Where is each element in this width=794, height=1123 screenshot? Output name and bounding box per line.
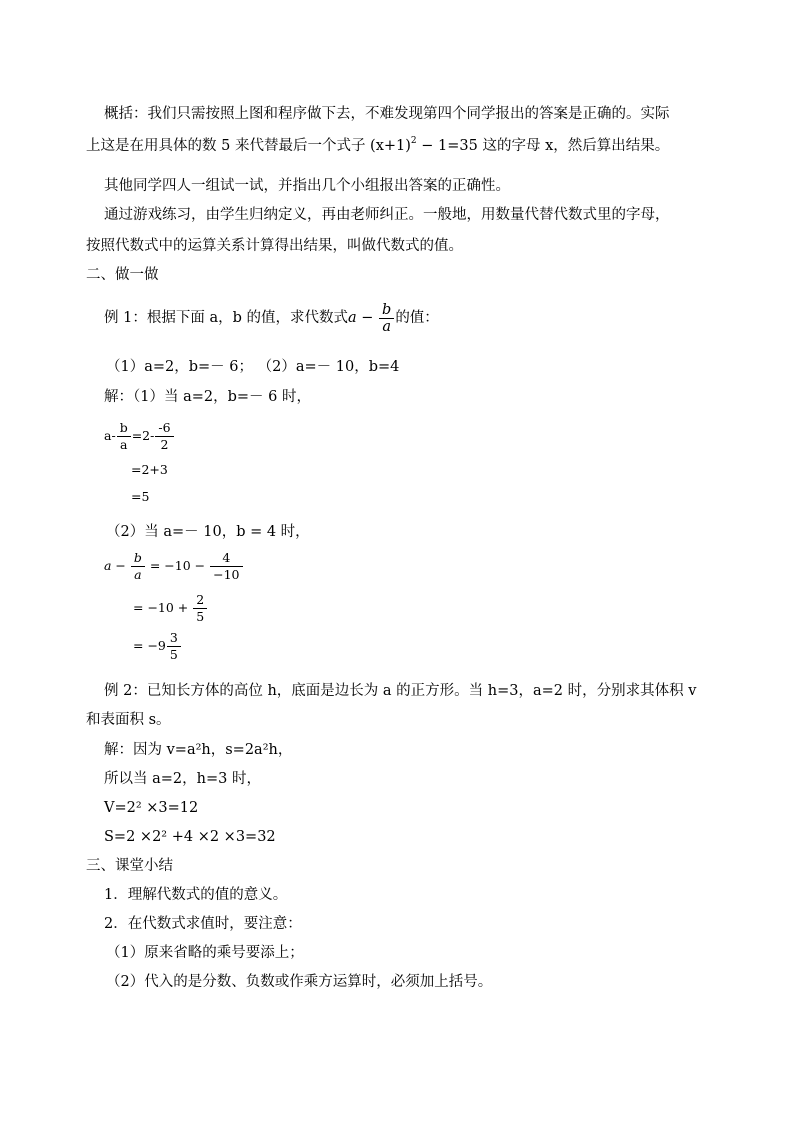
- example-1-cases: （1）a=2，b=－ 6； （2）a=－ 10，b=4: [106, 359, 400, 375]
- summary-text-pre: 上这是在用具体的数 5 来代替最后一个式子 (x+1): [86, 138, 411, 154]
- section-heading-practice: 二、做一做: [86, 267, 159, 283]
- expr-numerator: b: [379, 302, 394, 319]
- solution-2-step-3: [133, 628, 182, 664]
- sol2-denominator-2: −10: [213, 567, 240, 582]
- sol2-a: a −: [104, 558, 130, 573]
- solution-1-step-2: =2+3: [131, 462, 168, 477]
- sol2-step-3-fraction: [167, 630, 181, 663]
- sol1-a: a-: [104, 428, 116, 443]
- summary-text-post: − 1=35 这的字母 x，然后算出结果。: [416, 138, 670, 154]
- summary-item-1: 1．理解代数式的值的意义。: [104, 887, 288, 903]
- example-1-intro: [104, 298, 439, 338]
- summary-subitem-2: （2）代入的是分数、负数或作乘方运算时，必须加上括号。: [106, 974, 493, 990]
- exponent: 2: [410, 136, 417, 146]
- sol2-denominator: a: [134, 567, 142, 582]
- sol2-numerator-2: 4: [210, 550, 242, 567]
- paragraph-summary-line-2: [86, 136, 669, 158]
- solution-1-step-1: [104, 418, 175, 454]
- sol2-step-2-numerator: 2: [193, 592, 207, 609]
- sol1-denominator: a: [119, 437, 128, 452]
- sol2-step-3-denominator: 5: [169, 647, 178, 662]
- paragraph-group-try: 其他同学四人一组试一试，并指出几个小组报出答案的正确性。: [104, 178, 510, 194]
- solution-2-heading: （2）当 a=－ 10，b = 4 时，: [106, 524, 310, 540]
- example-2-solution-1: 解：因为 v=a²h，s=2a²h，: [104, 742, 293, 758]
- sol2-equals: = −10 −: [145, 558, 210, 573]
- example-2-line-2: 和表面积 s。: [86, 712, 171, 728]
- expr-minus: −: [356, 310, 379, 326]
- paragraph-definition-line-2: 按照代数式中的运算关系计算得出结果，叫做代数式的值。: [86, 238, 463, 254]
- sol2-fraction: [131, 550, 145, 583]
- summary-item-2: 2．在代数式求值时，要注意：: [104, 916, 302, 932]
- sol2-step-3-text: = −9: [133, 638, 166, 653]
- example-2-solution-2: 所以当 a=2，h=3 时，: [104, 771, 261, 787]
- expr-a: a: [347, 310, 357, 326]
- solution-1-step-3: =5: [131, 489, 150, 504]
- example-2-solution-3: V=2² ×3=12: [104, 800, 199, 816]
- sol2-fraction-2: [210, 550, 242, 583]
- sol1-fraction-2: [155, 420, 173, 453]
- paragraph-definition-line-1: 通过游戏练习，由学生归纳定义，再由老师纠正。一般地，用数量代替代数式里的字母，: [104, 207, 670, 223]
- sol1-numerator-2: -6: [155, 420, 173, 437]
- sol1-numerator: b: [117, 420, 131, 437]
- example-1-tail: 的值：: [395, 310, 439, 326]
- sol1-denominator-2: 2: [160, 437, 169, 452]
- expr-denominator: a: [382, 318, 391, 335]
- sol2-step-2-denominator: 5: [196, 609, 205, 624]
- example-1-intro-text: 例 1：根据下面 a，b 的值，求代数式: [104, 310, 348, 326]
- example-2-line-1: 例 2：已知长方体的高位 h，底面是边长为 a 的正方形。当 h=3，a=2 时，分别求其体积 v: [104, 683, 697, 699]
- example-2-solution-4: S=2 ×2² +4 ×2 ×3=32: [104, 829, 276, 845]
- solution-2-step-1: [104, 548, 244, 584]
- paragraph-summary-line-1: 概括：我们只需按照上图和程序做下去，不难发现第四个同学报出的答案是正确的。实际: [104, 106, 670, 122]
- sol1-fraction: [117, 420, 131, 453]
- sol2-step-2-fraction: [193, 592, 207, 625]
- summary-subitem-1: （1）原来省略的乘号要添上；: [106, 945, 304, 961]
- sol2-numerator: b: [131, 550, 145, 567]
- expr-fraction: [379, 302, 394, 335]
- sol2-step-3-numerator: 3: [167, 630, 181, 647]
- sol1-equals: =2-: [131, 428, 155, 443]
- sol2-step-2-text: = −10 +: [133, 600, 193, 615]
- section-heading-summary: 三、课堂小结: [86, 858, 173, 874]
- solution-2-step-2: [133, 590, 208, 626]
- solution-1-heading: 解：（1）当 a=2，b=－ 6 时，: [104, 389, 311, 405]
